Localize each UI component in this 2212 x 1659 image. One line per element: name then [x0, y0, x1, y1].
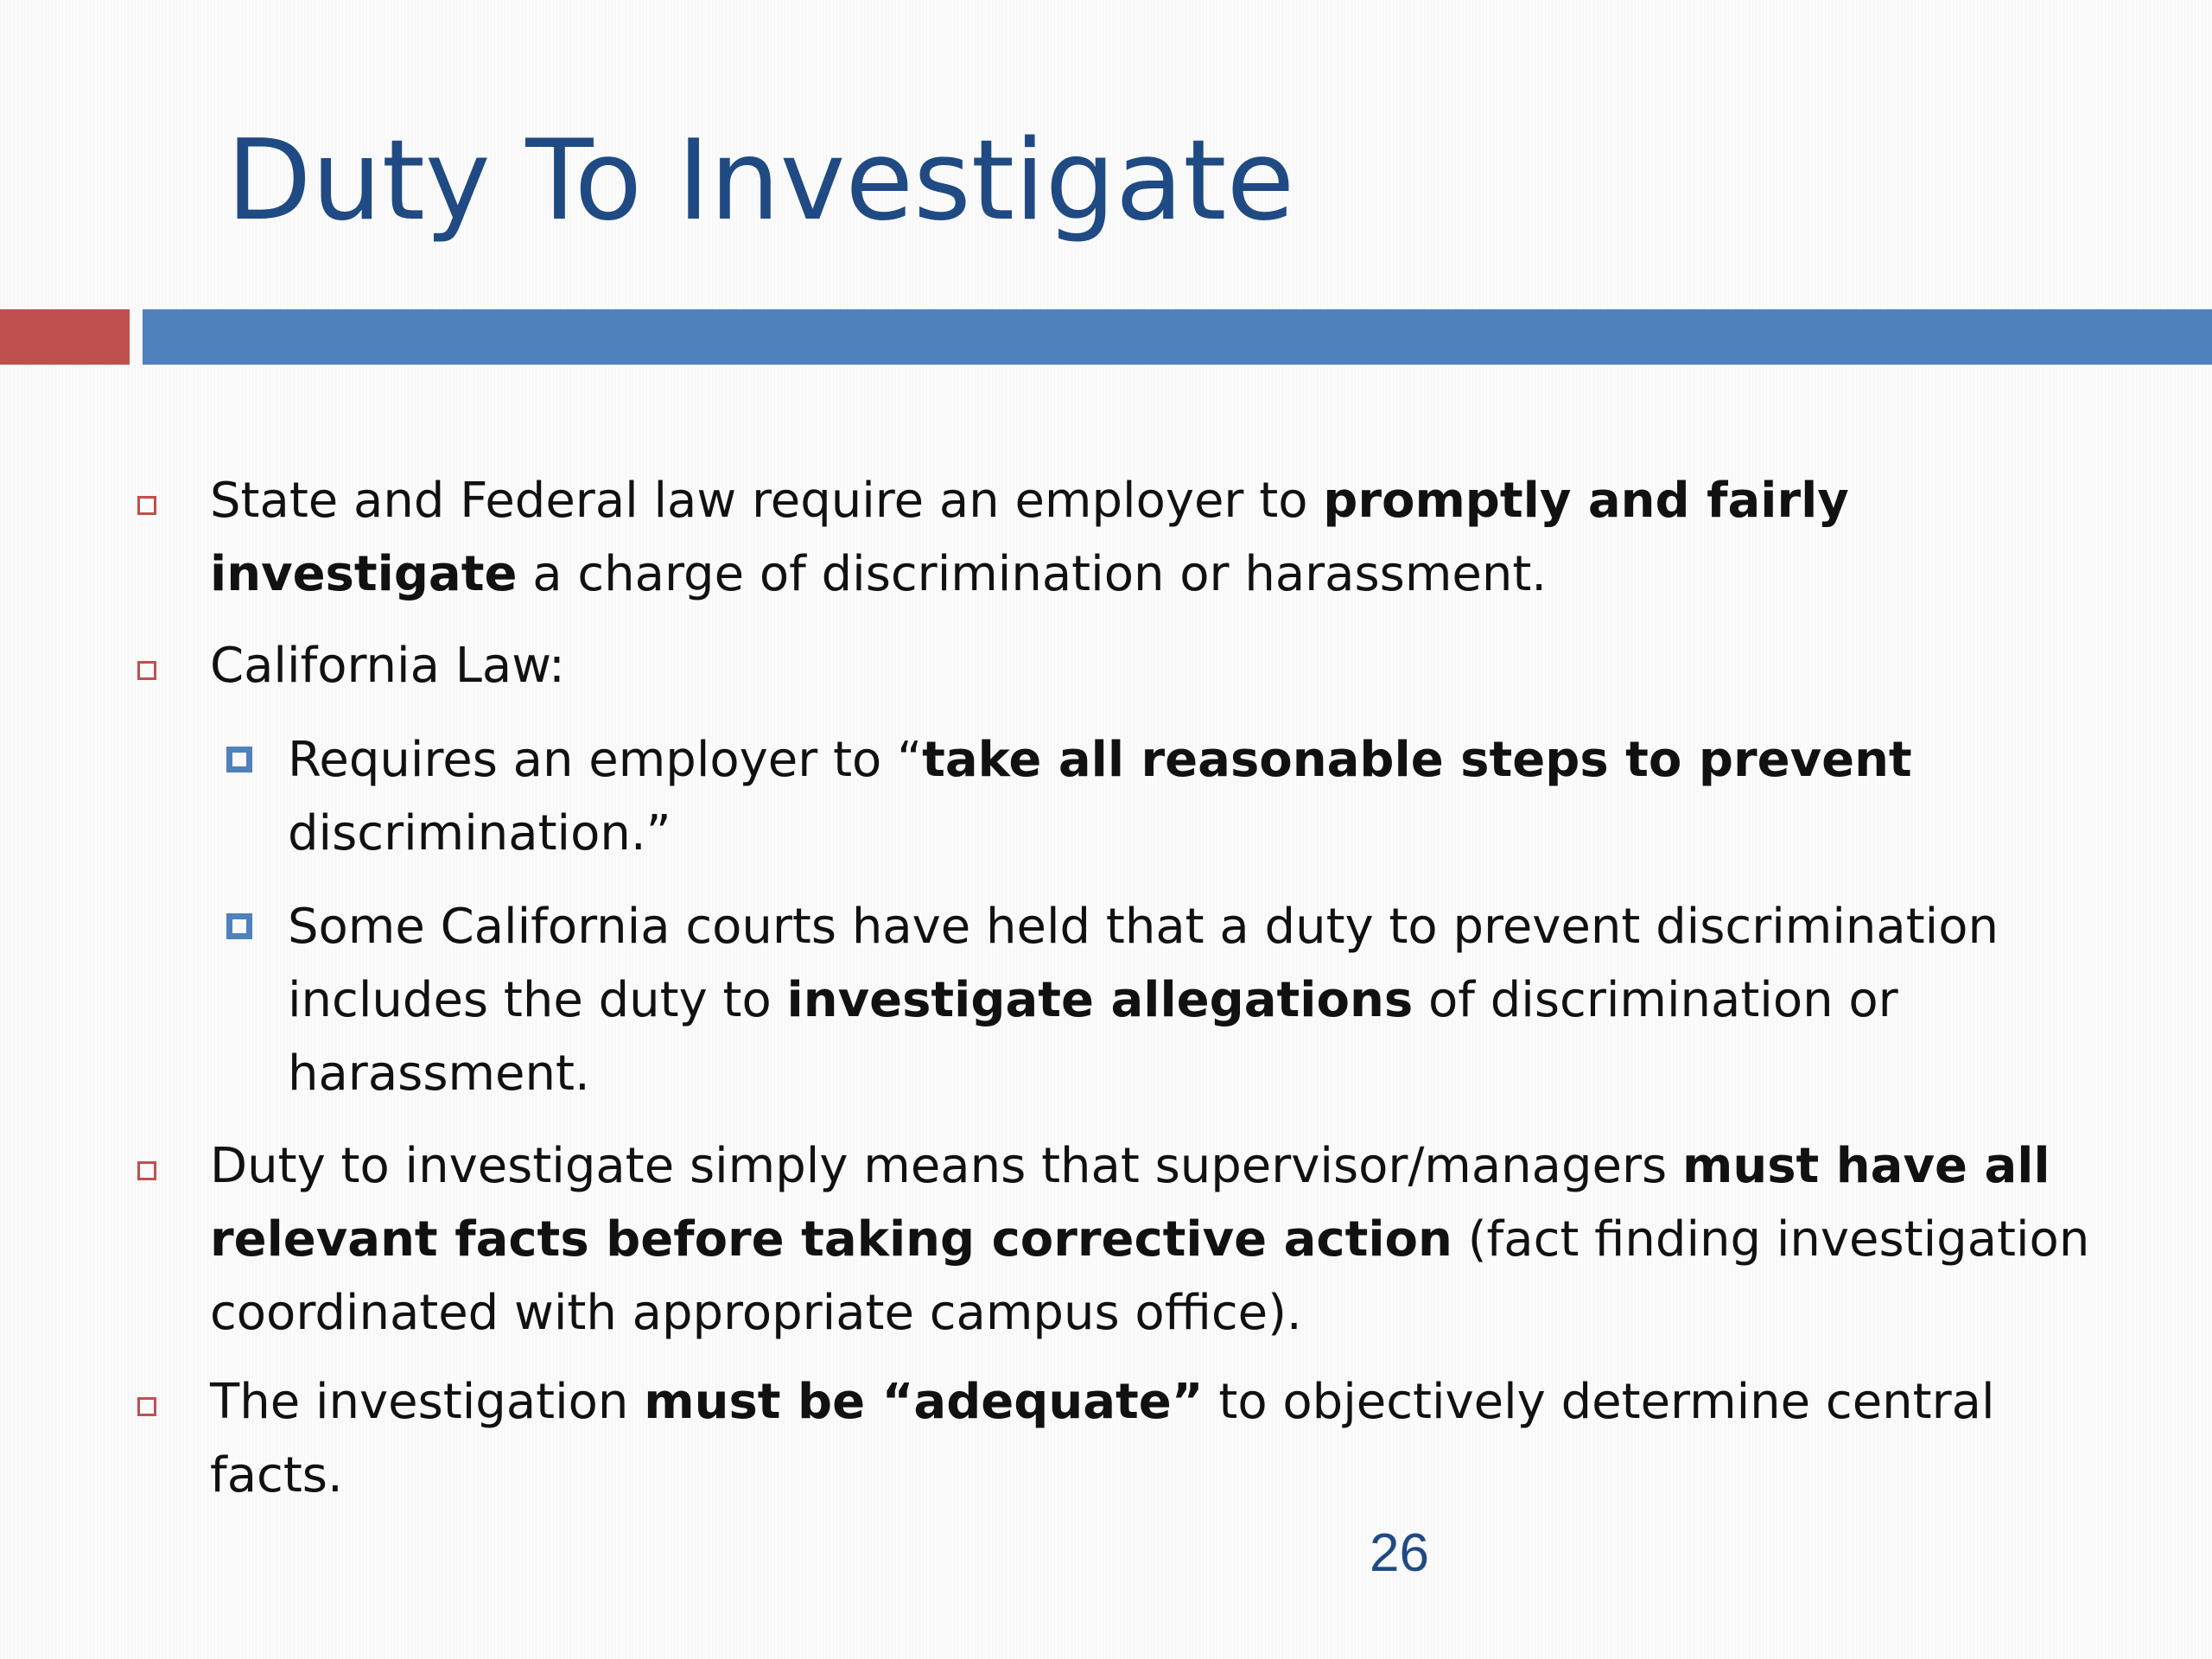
sub-bullet-marker-square-icon [226, 747, 252, 772]
bullet-text: to objectively determine central facts. [210, 1374, 1995, 1503]
bullet-marker-square-icon [137, 1397, 156, 1416]
bullet-text: The investigation [210, 1374, 645, 1430]
bullet-text: Some California courts have held that a duty to prevent discrimination includes the duty to [288, 899, 1999, 1028]
page-number: 26 [1370, 1523, 1429, 1583]
bullet-text-bold: take all reasonable steps to prevent [922, 732, 1912, 788]
bullet-text: California Law: [210, 638, 565, 694]
accent-bar-red [0, 309, 130, 365]
bullet-text-bold: must have all relevant facts before taking corrective action [210, 1138, 2050, 1268]
bullet-text: a charge of discrimination or harassment. [517, 546, 1548, 602]
sub-bullet-item [288, 890, 2111, 1110]
bullet-text: Duty to investigate simply means that supervisor/managers [210, 1138, 1682, 1194]
bullet-text: discrimination.” [288, 805, 671, 861]
bullet-text-bold: promptly and fairly investigate [210, 473, 1849, 602]
bullet-item [210, 1129, 2111, 1350]
accent-bar-blue [143, 309, 2212, 365]
bullet-item [210, 629, 2111, 702]
bullet-text: (fact finding investigation coordinated with appropriate campus office). [210, 1211, 2090, 1341]
bullet-marker-square-icon [137, 1161, 156, 1180]
bullet-text: of discrimination or harassment. [288, 972, 1898, 1102]
bullet-item [210, 464, 2111, 611]
bullet-text-bold: must be “adequate” [644, 1374, 1204, 1430]
slide-title: Duty To Investigate [226, 117, 1295, 245]
bullet-marker-square-icon [137, 661, 156, 680]
bullet-marker-square-icon [137, 496, 156, 515]
bullet-text: Requires an employer to “ [288, 732, 923, 788]
sub-bullet-marker-square-icon [226, 913, 252, 939]
bullet-text: State and Federal law require an employer to [210, 473, 1324, 529]
bullet-item [210, 1365, 2111, 1512]
sub-bullet-item [288, 723, 2111, 870]
bullet-text-bold: investigate allegations [786, 972, 1414, 1028]
